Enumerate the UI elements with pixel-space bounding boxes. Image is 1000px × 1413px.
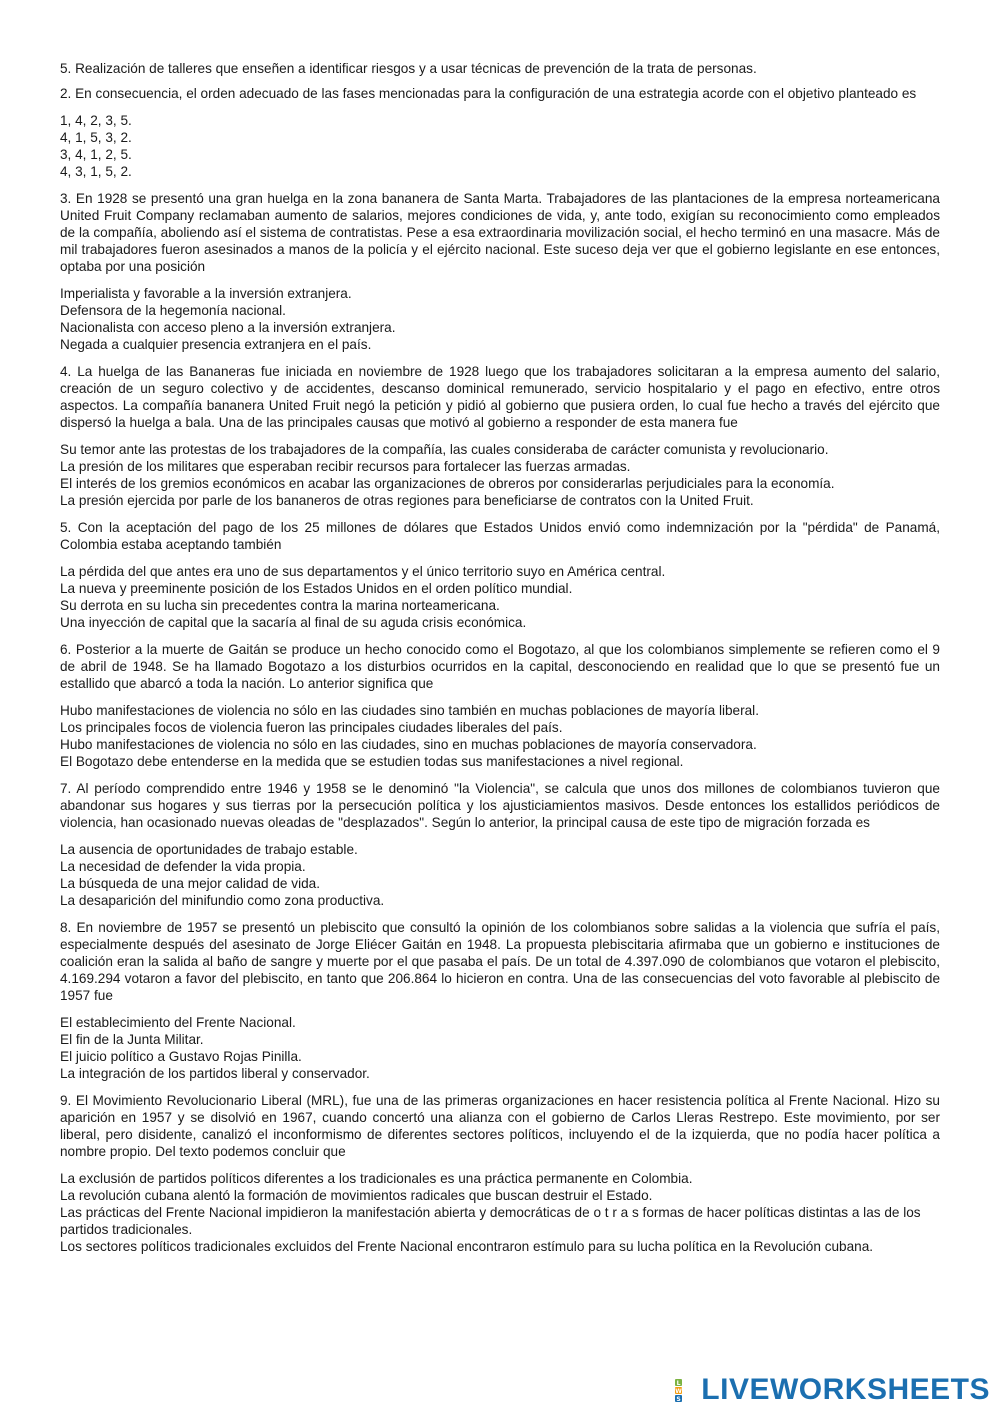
liveworksheets-footer xyxy=(675,1375,990,1405)
answer-option[interactable]: Una inyección de capital que la sacaría al final de su aguda crisis económica. xyxy=(60,615,527,630)
answer-option[interactable]: La presión ejercida por parle de los bananeros de otras regiones para beneficiarse de contratos con la United Fruit. xyxy=(60,493,754,508)
question-stem: 4. La huelga de las Bananeras fue iniciada en noviembre de 1928 luego que los trabajadores solicitaran a la empresa aumento del salario, creación de un seguro colectivo y de accidentes, descanso dominical remunerado, servicio hospitalario y el pago en efectivo, entre otros aspectos. La compañía bananera United Fruit negó la petición y pidió al gobierno que pusiera orden, lo cual fue hecho a través del ejército que dispersó la huelga a bala. Una de las principales causas que motivó al gobierno a responder de esta manera fue xyxy=(60,364,940,430)
answer-option[interactable]: 4, 1, 5, 3, 2. xyxy=(60,130,132,145)
answer-option[interactable]: La presión de los militares que esperaban recibir recursos para fortalecer las fuerzas armadas. xyxy=(60,459,631,474)
answer-options xyxy=(60,441,940,509)
answer-option[interactable]: Hubo manifestaciones de violencia no sólo en las ciudades sino también en muchas poblaciones de mayoría liberal. xyxy=(60,703,759,718)
question-stem: 5. Con la aceptación del pago de los 25 millones de dólares que Estados Unidos envió como indemnización por la "pérdida" de Panamá, Colombia estaba aceptando también xyxy=(60,520,940,552)
answer-options xyxy=(60,112,940,180)
answer-option[interactable]: El establecimiento del Frente Nacional. xyxy=(60,1015,296,1030)
question-stem: 3. En 1928 se presentó una gran huelga en la zona bananera de Santa Marta. Trabajadores de las plantaciones de la empresa norteamericana United Fruit Company reclamaban aumento de salarios, mejores condiciones de vida, y, ante todo, exigían su reconocimiento como empleados de la compañía, aboliendo así el sistema de contratistas. Pese a esa extraordinaria movilización social, el hecho terminó en una masacre. Más de mil trabajadores fueron asesinados a manos de la policía y el ejército nacional. Este suceso deja ver que el gobierno legislante en ese entonces, optaba por una posición xyxy=(60,191,940,274)
question-1-tail: 5. Realización de talleres que enseñen a identificar riesgos y a usar técnicas de prevención de la trata de personas. xyxy=(60,61,757,76)
answer-options xyxy=(60,841,940,909)
answer-option[interactable]: La revolución cubana alentó la formación de movimientos radicales que buscan destruir el Estado. xyxy=(60,1188,653,1203)
liveworksheets-logo-icon xyxy=(675,1377,699,1403)
answer-option[interactable]: La necesidad de defender la vida propia. xyxy=(60,859,306,874)
liveworksheets-brand: LIVEWORKSHEETS xyxy=(701,1373,990,1406)
answer-option[interactable]: Defensora de la hegemonía nacional. xyxy=(60,303,286,318)
answer-option[interactable]: La pérdida del que antes era uno de sus departamentos y el único territorio suyo en América central. xyxy=(60,564,666,579)
question-stem: 7. Al período comprendido entre 1946 y 1958 se le denominó "la Violencia", se calcula que unos dos millones de colombianos tuvieron que abandonar sus hogares y sus tierras por la persecución política y los ajusticiamientos masivos. Desde entonces los estallidos periódicos de violencia, han ocasionado nuevas oleadas de "desplazados". Según lo anterior, la principal causa de este tipo de migración forzada es xyxy=(60,781,940,830)
answer-option[interactable]: El juicio político a Gustavo Rojas Pinilla. xyxy=(60,1049,302,1064)
answer-option[interactable]: Su temor ante las protestas de los trabajadores de la compañía, las cuales consideraba de carácter comunista y revolucionario. xyxy=(60,442,829,457)
answer-option[interactable]: La nueva y preeminente posición de los Estados Unidos en el orden político mundial. xyxy=(60,581,573,596)
answer-option[interactable]: Las prácticas del Frente Nacional impidieron la manifestación abierta y democráticas de o t r a s formas de hacer políticas distintas a las de los partidos tradicionales. xyxy=(60,1205,921,1237)
answer-option[interactable]: La integración de los partidos liberal y conservador. xyxy=(60,1066,370,1081)
answer-option[interactable]: Imperialista y favorable a la inversión extranjera. xyxy=(60,286,352,301)
question-stem: 8. En noviembre de 1957 se presentó un plebiscito que consultó la opinión de los colombianos sobre salidas a la violencia que sufría el país, especialmente después del asesinato de Jorge Eliécer Gaitán en 1948. La propuesta plebiscitaria afirmaba que un gobierno e instituciones de coalición eran la salida al baño de sangre y muerte por el que pasaba el país. De un total de 4.397.090 de colombianos que votaron el plebiscito, 4.169.294 votaron a favor del plebiscito, en tanto que 206.864 lo hicieron en contra. Una de las consecuencias del voto favorable al plebiscito de 1957 fue xyxy=(60,920,940,1003)
answer-option[interactable]: La exclusión de partidos políticos diferentes a los tradicionales es una práctica permanente en Colombia. xyxy=(60,1171,693,1186)
answer-option[interactable]: Los principales focos de violencia fueron las principales ciudades liberales del país. xyxy=(60,720,563,735)
answer-option[interactable]: La desaparición del minifundio como zona productiva. xyxy=(60,893,385,908)
answer-options xyxy=(60,563,940,631)
answer-option[interactable]: La ausencia de oportunidades de trabajo estable. xyxy=(60,842,358,857)
answer-option[interactable]: El fin de la Junta Militar. xyxy=(60,1032,204,1047)
answer-option[interactable]: 3, 4, 1, 2, 5. xyxy=(60,147,132,162)
question-stem: 6. Posterior a la muerte de Gaitán se produce un hecho conocido como el Bogotazo, al que los colombianos simplemente se refieren como el 9 de abril de 1948. Se ha llamado Bogotazo a los disturbios ocurridos en la capital, desconociendo en realidad que lo que se presentó fue un estallido que abarcó a toda la nación. Lo anterior significa que xyxy=(60,642,940,691)
logo-letter-s: S xyxy=(676,1395,681,1403)
answer-option[interactable]: Su derrota en su lucha sin precedentes contra la marina norteamericana. xyxy=(60,598,500,613)
answer-option[interactable]: Los sectores políticos tradicionales excluidos del Frente Nacional encontraron estímulo para su lucha política en la Revolución cubana. xyxy=(60,1239,874,1254)
answer-options xyxy=(60,1014,940,1082)
logo-letter-w: W xyxy=(675,1387,683,1395)
answer-option[interactable]: 1, 4, 2, 3, 5. xyxy=(60,113,132,128)
question-stem: 2. En consecuencia, el orden adecuado de las fases mencionadas para la configuración de una estrategia acorde con el objetivo planteado es xyxy=(60,86,917,101)
answer-options xyxy=(60,702,940,770)
answer-option[interactable]: Negada a cualquier presencia extranjera en el país. xyxy=(60,337,372,352)
worksheet-page xyxy=(60,60,940,1265)
answer-option[interactable]: La búsqueda de una mejor calidad de vida. xyxy=(60,876,320,891)
question-stem: 9. El Movimiento Revolucionario Liberal (MRL), fue una de las primeras organizaciones en hacer resistencia política al Frente Nacional. Hizo su aparición en 1957 y se disolvió en 1967, cuando concertó una alianza con el gobierno de Carlos Lleras Restrepo. Este movimiento, por ser liberal, pero disidente, canalizó el inconformismo de diferentes sectores políticos, incluyendo el de la izquierda, que no podía hacer política a nombre propio. Del texto podemos concluir que xyxy=(60,1093,940,1159)
answer-options xyxy=(60,1170,940,1255)
question-list xyxy=(60,85,940,1255)
answer-option[interactable]: 4, 3, 1, 5, 2. xyxy=(60,164,132,179)
logo-letter-l: L xyxy=(676,1379,681,1387)
answer-options xyxy=(60,285,940,353)
answer-option[interactable]: Nacionalista con acceso pleno a la inversión extranjera. xyxy=(60,320,396,335)
answer-option[interactable]: Hubo manifestaciones de violencia no sólo en las ciudades, sino en muchas poblaciones de mayoría conservadora. xyxy=(60,737,757,752)
answer-option[interactable]: El interés de los gremios económicos en acabar las organizaciones de obreros por considerarlas perjudiciales para la economía. xyxy=(60,476,835,491)
answer-option[interactable]: El Bogotazo debe entenderse en la medida que se estudien todas sus manifestaciones a nivel regional. xyxy=(60,754,684,769)
